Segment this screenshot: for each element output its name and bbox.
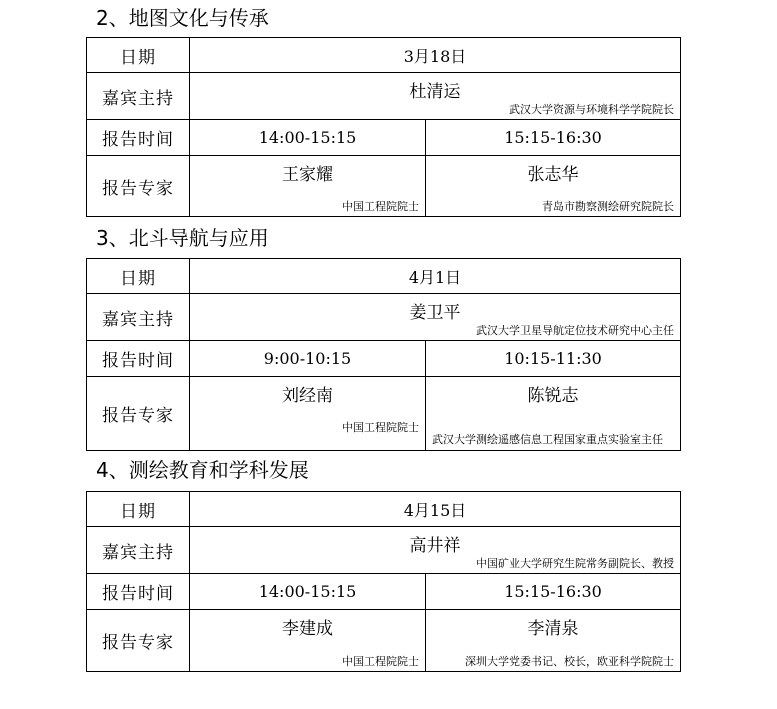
host-label: 嘉宾主持 <box>87 294 190 341</box>
expert-1-title: 中国工程院院士 <box>342 421 419 434</box>
expert-1-cell <box>190 156 426 217</box>
expert-label: 报告专家 <box>87 156 190 217</box>
expert-2-name: 李清泉 <box>527 619 579 639</box>
expert-1-cell <box>190 610 426 672</box>
time-label: 报告时间 <box>87 574 190 610</box>
time-label: 报告时间 <box>87 341 190 377</box>
time-slot-1: 14:00-15:15 <box>190 120 426 156</box>
expert-1-name: 王家耀 <box>282 165 333 185</box>
expert-label: 报告专家 <box>87 377 190 451</box>
date-label: 日期 <box>87 259 190 294</box>
section-title: 4、测绘教育和学科发展 <box>96 458 309 482</box>
host-title: 武汉大学资源与环境科学学院院长 <box>509 103 675 116</box>
host-name: 姜卫平 <box>409 303 461 323</box>
host-cell <box>190 294 681 341</box>
time-slot-1: 9:00-10:15 <box>190 341 426 377</box>
expert-1-title: 中国工程院院士 <box>342 655 419 668</box>
time-slot-2: 10:15-11:30 <box>426 341 681 377</box>
expert-1-cell <box>190 377 426 451</box>
time-slot-1: 14:00-15:15 <box>190 574 426 610</box>
schedule-table <box>86 258 681 451</box>
expert-2-cell <box>426 377 681 451</box>
expert-2-name: 陈锐志 <box>527 386 579 406</box>
time-slot-2: 15:15-16:30 <box>426 120 681 156</box>
schedule-table <box>86 37 681 217</box>
host-title: 武汉大学卫星导航定位技术研究中心主任 <box>476 324 674 337</box>
host-cell <box>190 73 681 120</box>
host-label: 嘉宾主持 <box>87 73 190 120</box>
date-value: 4月1日 <box>190 259 681 294</box>
expert-2-title: 武汉大学测绘遥感信息工程国家重点实验室主任 <box>432 433 663 446</box>
date-label: 日期 <box>87 492 190 527</box>
host-cell <box>190 527 681 574</box>
schedule-table <box>86 491 681 672</box>
host-name: 高井祥 <box>409 536 461 556</box>
host-name: 杜清运 <box>409 82 461 102</box>
expert-1-name: 李建成 <box>282 619 333 639</box>
expert-1-name: 刘经南 <box>282 386 333 406</box>
time-label: 报告时间 <box>87 120 190 156</box>
expert-2-cell <box>426 610 681 672</box>
time-slot-2: 15:15-16:30 <box>426 574 681 610</box>
expert-2-title: 青岛市勘察测绘研究院院长 <box>542 200 675 213</box>
date-value: 4月15日 <box>190 492 681 527</box>
expert-2-name: 张志华 <box>527 165 579 185</box>
host-title: 中国矿业大学研究生院常务副院长、教授 <box>476 557 675 570</box>
date-value: 3月18日 <box>190 38 681 73</box>
expert-2-title: 深圳大学党委书记、校长，欧亚科学院院士 <box>465 655 675 668</box>
section-title: 3、北斗导航与应用 <box>96 226 269 250</box>
date-label: 日期 <box>87 38 190 73</box>
section-title: 2、地图文化与传承 <box>96 6 269 30</box>
expert-label: 报告专家 <box>87 610 190 672</box>
host-label: 嘉宾主持 <box>87 527 190 574</box>
expert-2-cell <box>426 156 681 217</box>
expert-1-title: 中国工程院院士 <box>342 200 419 213</box>
